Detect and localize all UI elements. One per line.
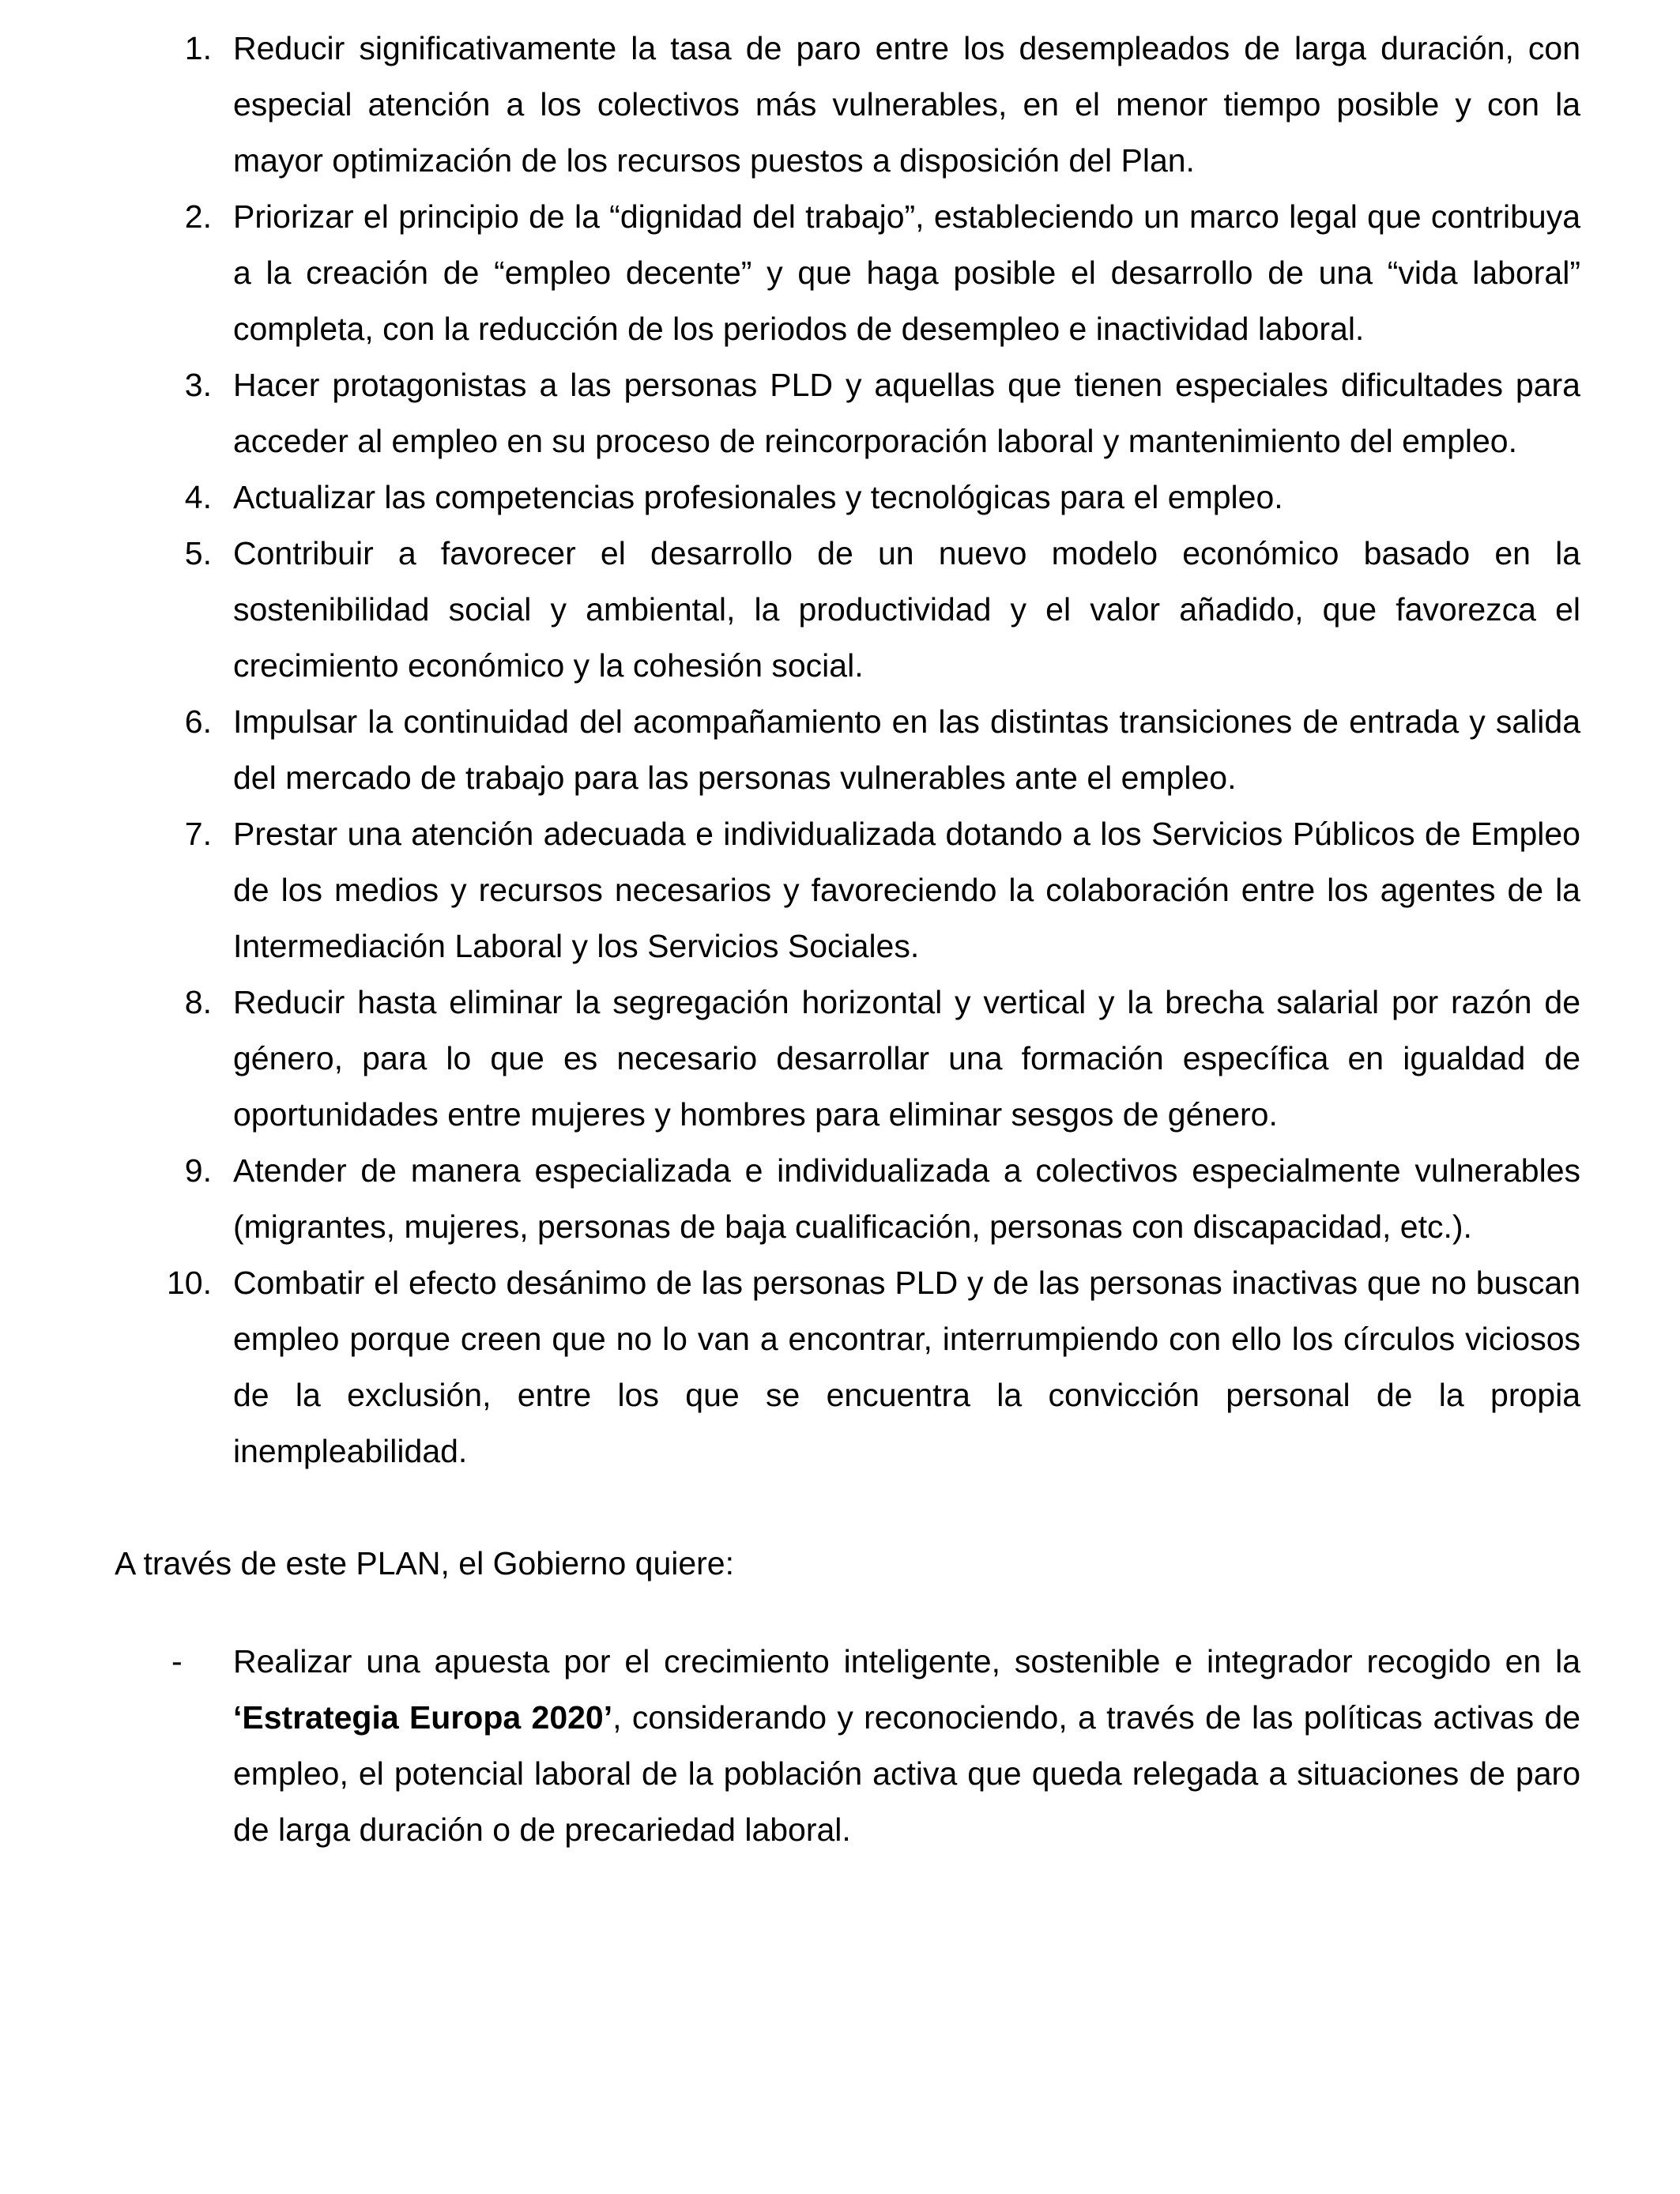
list-item — [115, 1255, 1580, 1480]
list-item — [115, 694, 1580, 806]
list-item — [115, 974, 1580, 1143]
bullet-marker: - — [171, 1643, 183, 1679]
list-item — [115, 1143, 1580, 1255]
list-number: 10. — [167, 1265, 212, 1301]
list-number: 9. — [184, 1152, 212, 1189]
list-number: 8. — [184, 984, 212, 1020]
list-item-text: Actualizar las competencias profesionales y tecnológicas para el empleo. — [233, 479, 1283, 515]
bullet-text — [233, 1634, 1580, 1858]
list-number: 3. — [184, 367, 212, 403]
bullet-text-after: , considerando y reconociendo, a través de las políticas activas de empleo, el potencial laboral de la población activa que queda relegada a situaciones de paro de larga duración o de precariedad laboral. — [233, 1699, 1581, 1848]
intro-paragraph: A través de este PLAN, el Gobierno quiere: — [115, 1545, 735, 1581]
list-item — [115, 21, 1580, 189]
objectives-list — [115, 21, 1580, 1480]
list-item-text: Combatir el efecto desánimo de las personas PLD y de las personas inactivas que no buscan empleo porque creen que no lo van a encontrar, interrumpiendo con ello los círculos viciosos de la exclusión, entre los que se encuentra la convicción personal de la propia inempleabilidad. — [233, 1265, 1580, 1469]
list-item — [115, 469, 1580, 526]
list-item — [115, 806, 1580, 974]
list-number: 1. — [184, 30, 212, 66]
bullet-text-before: Realizar una apuesta por el crecimiento inteligente, sostenible e integrador recogido en la — [233, 1643, 1580, 1679]
list-item — [115, 357, 1580, 469]
list-item — [115, 1634, 1580, 1858]
list-item-text: Priorizar el principio de la “dignidad del trabajo”, estableciendo un marco legal que contribuya a la creación de “empleo decente” y que haga posible el desarrollo de una “vida laboral” completa, con la reducción de los periodos de desempleo e inactividad laboral. — [233, 198, 1580, 347]
list-item-text: Prestar una atención adecuada e individualizada dotando a los Servicios Públicos de Empleo de los medios y recursos necesarios y favoreciendo la colaboración entre los agentes de la Intermediación Laboral y los Servicios Sociales. — [233, 816, 1580, 964]
list-item-text: Contribuir a favorecer el desarrollo de un nuevo modelo económico basado en la sostenibilidad social y ambiental, la productividad y el valor añadido, que favorezca el crecimiento económico y la cohesión social. — [233, 535, 1580, 684]
bullet-list — [115, 1634, 1580, 1858]
list-item-text: Reducir significativamente la tasa de paro entre los desempleados de larga duración, con especial atención a los colectivos más vulnerables, en el menor tiempo posible y con la mayor optimización de los recursos puestos a disposición del Plan. — [233, 30, 1580, 179]
bold-reference: ‘Estrategia Europa 2020’ — [233, 1699, 613, 1736]
list-number: 6. — [184, 703, 212, 740]
list-item-text: Impulsar la continuidad del acompañamiento en las distintas transiciones de entrada y salida del mercado de trabajo para las personas vulnerables ante el empleo. — [233, 703, 1580, 796]
list-number: 7. — [184, 816, 212, 852]
list-item — [115, 526, 1580, 694]
list-number: 5. — [184, 535, 212, 571]
list-item-text: Hacer protagonistas a las personas PLD y aquellas que tienen especiales dificultades para acceder al empleo en su proceso de reincorporación laboral y mantenimiento del empleo. — [233, 367, 1580, 459]
list-item-text: Reducir hasta eliminar la segregación horizontal y vertical y la brecha salarial por razón de género, para lo que es necesario desarrollar una formación específica en igualdad de oportunidades entre mujeres y hombres para eliminar sesgos de género. — [233, 984, 1580, 1133]
list-number: 4. — [184, 479, 212, 515]
list-number: 2. — [184, 198, 212, 235]
list-item — [115, 189, 1580, 357]
list-item-text: Atender de manera especializada e individualizada a colectivos especialmente vulnerables (migrantes, mujeres, personas de baja cualificación, personas con discapacidad, etc.). — [233, 1152, 1580, 1245]
